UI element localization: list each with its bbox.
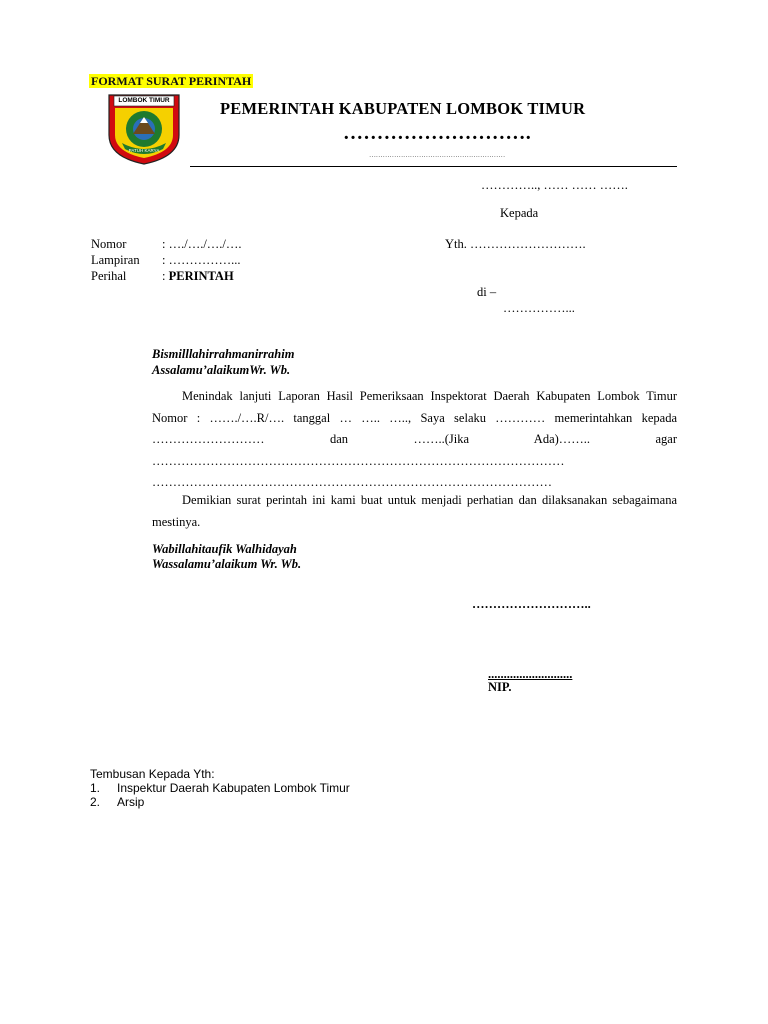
body-paragraph-2: Demikian surat perintah ini kami buat untuk menjadi perhatian dan dilaksanakan sebagaimana mestinya.: [152, 493, 677, 529]
recipient-di: di –: [477, 285, 497, 299]
lampiran-label: Lampiran: [91, 253, 140, 267]
perihal-subject: PERINTAH: [168, 269, 234, 283]
closing-salam: Wassalamu’alaikum Wr. Wb.: [152, 557, 302, 571]
cc-section: [90, 768, 350, 809]
perihal-value: : PERINTAH: [162, 269, 234, 283]
nomor-value: : …./…./…./….: [162, 237, 242, 251]
lombok-timur-logo: [105, 91, 183, 166]
recipient-place: ……………...: [503, 301, 575, 315]
format-label: FORMAT SURAT PERINTAH: [91, 74, 252, 88]
letterhead-title: PEMERINTAH KABUPATEN LOMBOK TIMUR: [220, 99, 586, 118]
letterhead-subtitle: ……………………….: [343, 122, 531, 144]
greeting-bismillah: Bismilllahirrahmanirrahim: [152, 347, 295, 361]
cc-item: 2. Arsip: [90, 794, 145, 809]
date-line: ………….., …… …… …….: [481, 178, 628, 192]
signature-nip: NIP.: [488, 680, 512, 694]
letterhead-rule: [190, 166, 677, 167]
greeting-salam: Assalamu’alaikumWr. Wb.: [152, 363, 291, 377]
cc-item: 1. Inspektur Daerah Kabupaten Lombok Timur: [90, 780, 350, 795]
cc-heading: Tembusan Kepada Yth:: [90, 767, 215, 781]
body-paragraph-1: Menindak lanjuti Laporan Hasil Pemeriksaan Inspektorat Daerah Kabupaten Lombok Timur Nomor : ……./….R/…. tanggal … ….. ….., Saya selaku ………… memerintahkan kepada ……………………… dan ……..(Jika Ada)…….. agar ……………………………………………………………………………………… ……………………………………………………………………………………: [152, 389, 677, 489]
logo-bottom-text: PATUH KARYA: [128, 148, 160, 153]
nomor-label: Nomor: [91, 237, 127, 251]
signature-position: ………………………..: [472, 597, 591, 611]
letterhead-address: ……………………………………………………: [369, 151, 506, 159]
logo-top-text: LOMBOK TIMUR: [118, 97, 170, 104]
signature-name: ...........................: [488, 667, 573, 681]
recipient-yth: Yth. ……………………….: [445, 237, 586, 251]
perihal-label: Perihal: [91, 269, 127, 283]
lampiran-value: : ……………...: [162, 253, 241, 267]
closing-wabillahi: Wabillahitaufik Walhidayah: [152, 542, 297, 556]
kepada-label: Kepada: [500, 206, 539, 220]
